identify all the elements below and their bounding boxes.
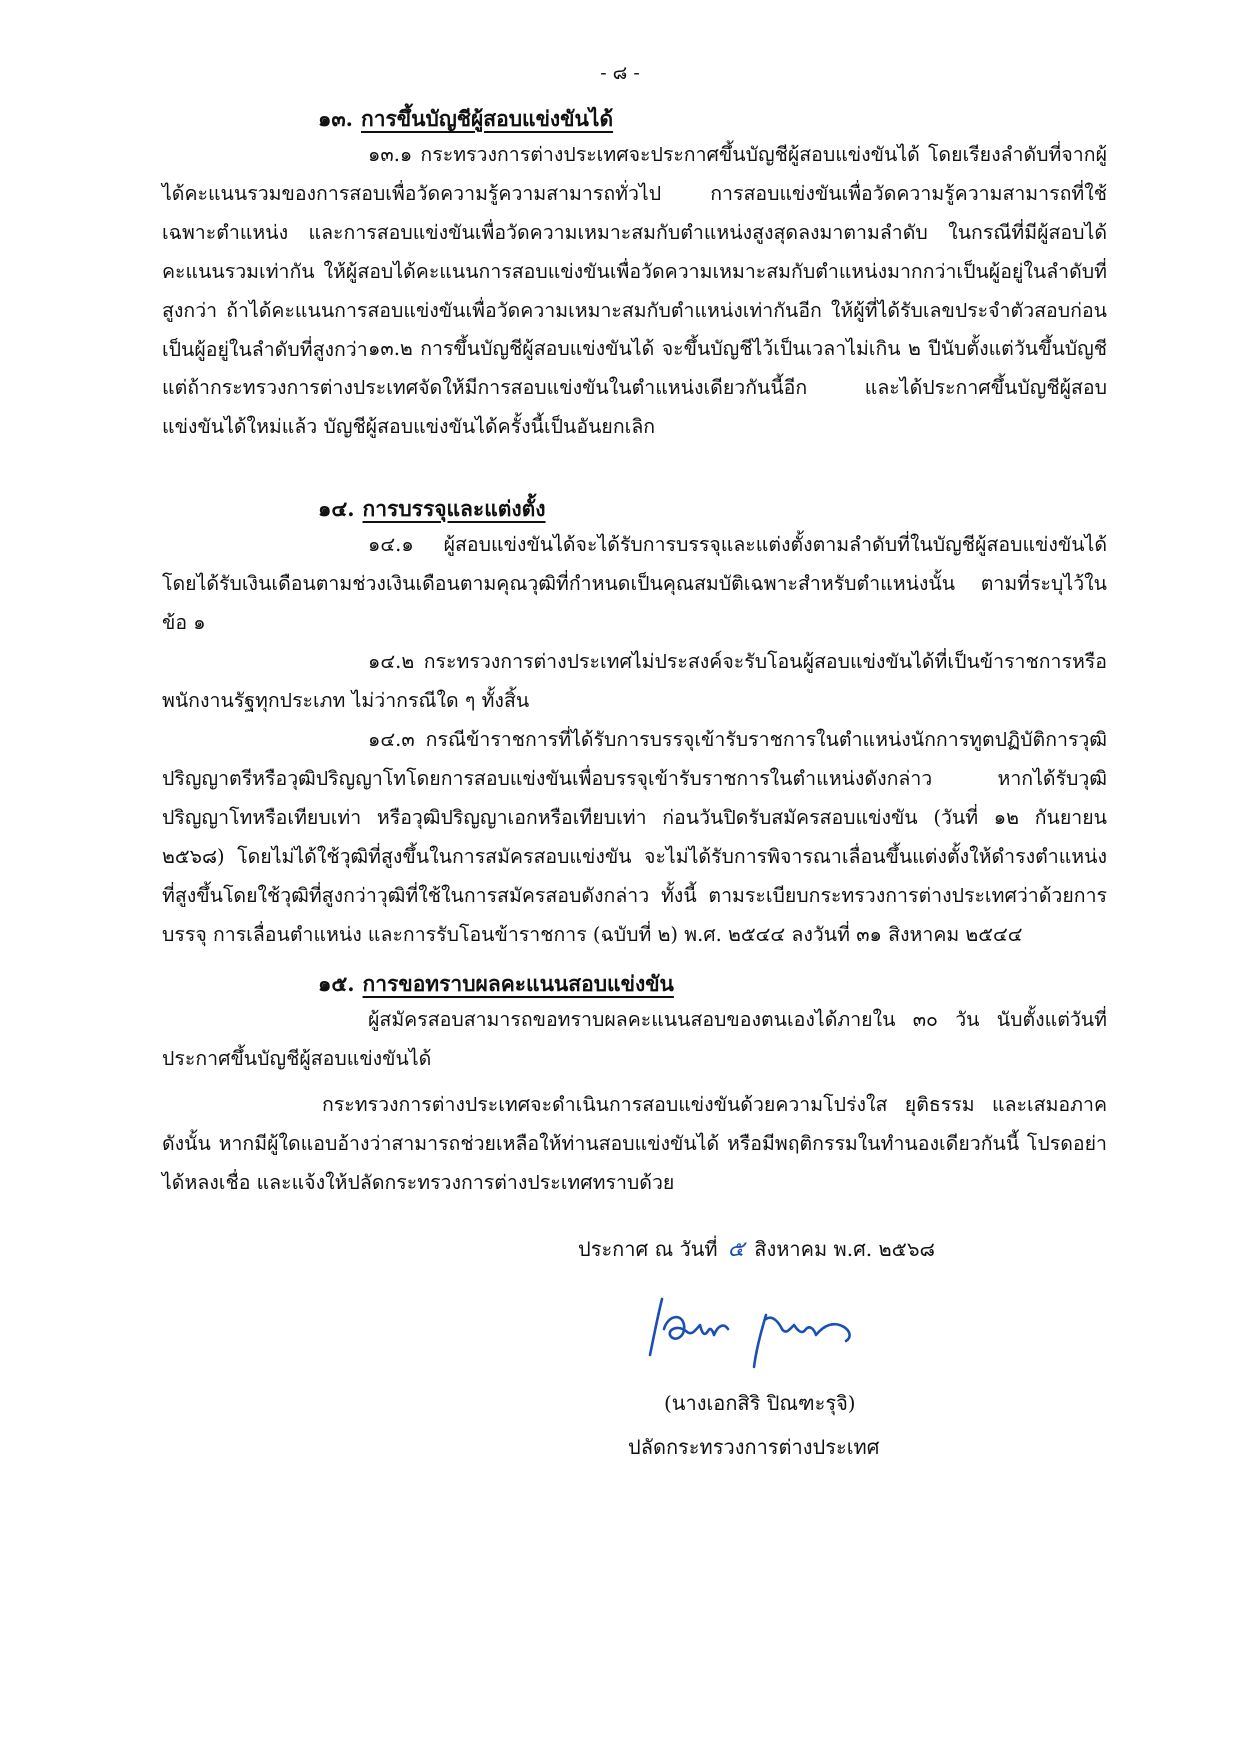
section-number: ๑๔. [318, 496, 355, 521]
paragraph-15: ผู้สมัครสอบสามารถขอทราบผลคะแนนสอบของตนเองได้ภายใน ๓๐ วัน นับตั้งแต่วันที่ประกาศขึ้นบัญชีผู้สอบแข่งขันได้ [162, 1008, 1107, 1070]
closing-paragraph: กระทรวงการต่างประเทศจะดำเนินการสอบแข่งขันด้วยความโปร่งใส ยุติธรรม และเสมอภาค ดังนั้น หากมีผู้ใดแอบอ้างว่าสามารถช่วยเหลือให้ท่านสอบแข่งขันได้ หรือมีพฤติกรรมในทำนองเดียวกันนี้ โปรดอย่าได้หลงเชื่อ และแจ้งให้ปลัดกระทรวงการต่างประเทศทราบด้วย [162, 1093, 1107, 1194]
paragraph-14-2: ๑๔.๒ กระทรวงการต่างประเทศไม่ประสงค์จะรับโอนผู้สอบแข่งขันได้ที่เป็นข้าราชการหรือพนักงานรัฐทุกประเภท ไม่ว่ากรณีใด ๆ ทั้งสิ้น [162, 650, 1107, 712]
signer-name: (นางเอกสิริ ปิณฑะรุจิ) [664, 1391, 856, 1415]
section-title: การขอทราบผลคะแนนสอบแข่งขัน [362, 971, 674, 996]
announcement-date [578, 1231, 935, 1266]
paragraph-13-1: ๑๓.๑ กระทรวงการต่างประเทศจะประกาศขึ้นบัญชีผู้สอบแข่งขันได้ โดยเรียงลำดับที่จากผู้ได้คะแนนรวมของการสอบเพื่อวัดความรู้ความสามารถทั่วไป การสอบแข่งขันเพื่อวัดความรู้ความสามารถที่ใช้เฉพาะตำแหน่ง และการสอบแข่งขันเพื่อวัดความเหมาะสมกับตำแหน่งสูงสุดลงมาตามลำดับ ในกรณีที่มีผู้สอบได้คะแนนรวมเท่ากัน ให้ผู้สอบได้คะแนนการสอบแข่งขันเพื่อวัดความเหมาะสมกับตำแหน่งมากกว่าเป็นผู้อยู่ในลำดับที่สูงกว่า ถ้าได้คะแนนการสอบแข่งขันเพื่อวัดความเหมาะสมกับตำแหน่งเท่ากันอีก ให้ผู้ที่ได้รับเลขประจำตัวสอบก่อนเป็นผู้อยู่ในลำดับที่สูงกว่า [162, 143, 1107, 361]
announcement-month-year: สิงหาคม พ.ศ. ๒๕๖๘ [754, 1237, 935, 1261]
paragraph-14-3: ๑๔.๓ กรณีข้าราชการที่ได้รับการบรรจุเข้ารับราชการในตำแหน่งนักการทูตปฏิบัติการวุฒิปริญญาตรีหรือวุฒิปริญญาโทโดยการสอบแข่งขันเพื่อบรรจุเข้ารับราชการในตำแหน่งดังกล่าว หากได้รับวุฒิปริญญาโทหรือเทียบเท่า หรือวุฒิปริญญาเอกหรือเทียบเท่า ก่อนวันปิดรับสมัครสอบแข่งขัน (วันที่ ๑๒ กันยายน ๒๕๖๘) โดยไม่ได้ใช้วุฒิที่สูงขึ้นในการสมัครสอบแข่งขัน จะไม่ได้รับการพิจารณาเลื่อนขึ้นแต่งตั้งให้ดำรงตำแหน่งที่สูงขึ้นโดยใช้วุฒิที่สูงกว่าวุฒิที่ใช้ในการสมัครสอบดังกล่าว ทั้งนี้ ตามระเบียบกระทรวงการต่างประเทศว่าด้วยการบรรจุ การเลื่อนตำแหน่ง และการรับโอนข้าราชการ (ฉบับที่ ๒) พ.ศ. ๒๕๔๔ ลงวันที่ ๓๑ สิงหาคม ๒๕๔๔ [162, 728, 1107, 946]
announcement-prefix: ประกาศ ณ วันที่ [578, 1237, 718, 1261]
section-title: การขึ้นบัญชีผู้สอบแข่งขันได้ [361, 106, 614, 131]
page-number: - ๘ - [600, 62, 640, 84]
section-number: ๑๓. [318, 106, 353, 131]
paragraph-13-2: ๑๓.๒ การขึ้นบัญชีผู้สอบแข่งขันได้ จะขึ้นบัญชีไว้เป็นเวลาไม่เกิน ๒ ปีนับตั้งแต่วันขึ้นบัญชี แต่ถ้ากระทรวงการต่างประเทศจัดให้มีการสอบแข่งขันในตำแหน่งเดียวกันนี้อีก และได้ประกาศขึ้นบัญชีผู้สอบแข่งขันได้ใหม่แล้ว บัญชีผู้สอบแข่งขันได้ครั้งนี้เป็นอันยกเลิก [162, 337, 1107, 438]
section-13-heading [318, 103, 613, 136]
section-number: ๑๕. [318, 971, 355, 996]
handwritten-signature [638, 1285, 878, 1375]
section-15-heading [318, 968, 674, 1001]
paragraph-14-1: ๑๔.๑ ผู้สอบแข่งขันได้จะได้รับการบรรจุและแต่งตั้งตามลำดับที่ในบัญชีผู้สอบแข่งขันได้ โดยได้รับเงินเดือนตามช่วงเงินเดือนตามคุณวุฒิที่กำหนดเป็นคุณสมบัติเฉพาะสำหรับตำแหน่งนั้น ตามที่ระบุไว้ในข้อ ๑ [162, 533, 1107, 634]
announcement-day: ๕ [727, 1237, 745, 1262]
section-14-heading [318, 493, 546, 526]
signer-title: ปลัดกระทรวงการต่างประเทศ [628, 1435, 880, 1459]
section-title: การบรรจุและแต่งตั้ง [362, 496, 546, 521]
